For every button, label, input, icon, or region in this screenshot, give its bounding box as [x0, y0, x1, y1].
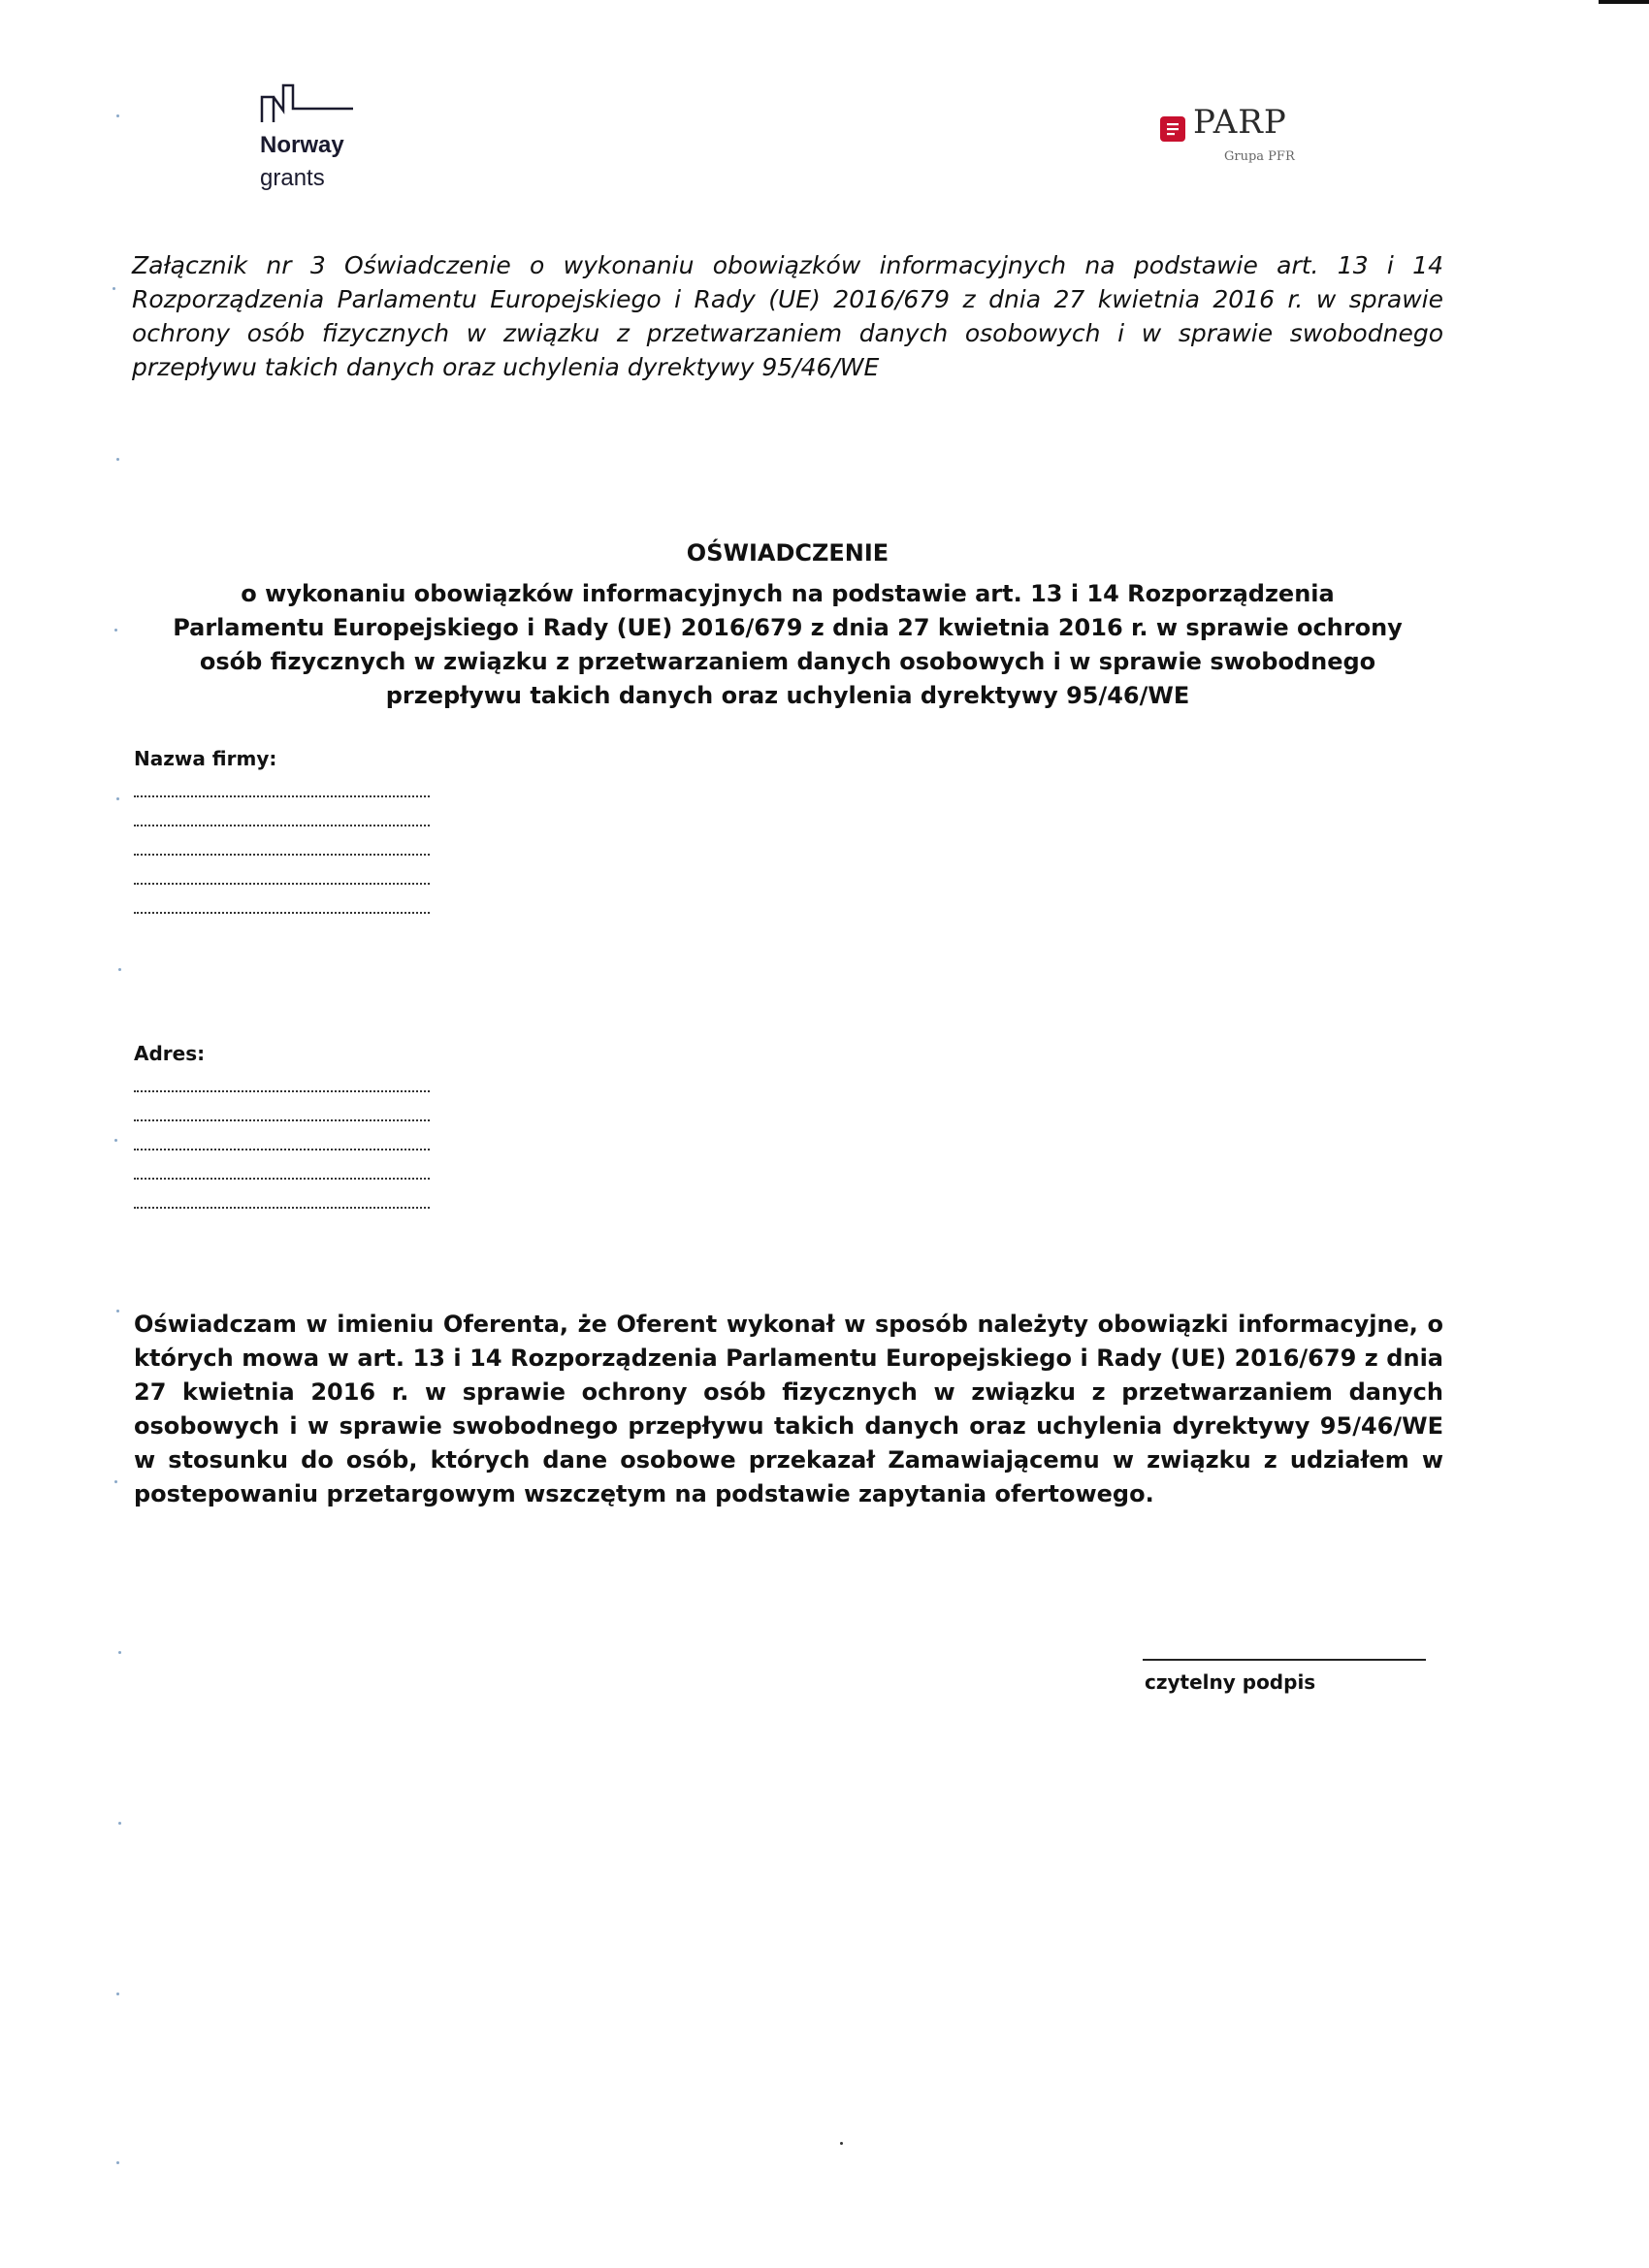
company-name-line[interactable] [134, 856, 430, 885]
scan-speck [113, 287, 115, 290]
address-line[interactable] [134, 1150, 430, 1180]
company-name-label: Nazwa firmy: [134, 747, 277, 770]
norway-logo-line2: grants [260, 165, 325, 191]
scan-speck [116, 797, 119, 800]
scan-speck [118, 1651, 121, 1654]
company-name-line[interactable] [134, 826, 430, 856]
scan-edge-mark [1599, 0, 1649, 4]
scan-speck [118, 968, 121, 971]
scan-speck [116, 1310, 119, 1312]
norway-logo-line1: Norway [260, 132, 344, 158]
statement-subtitle: o wykonaniu obowiązków informacyjnych na podstawie art. 13 i 14 Rozporządzenia Parlamentu Europejskiego i Rady (UE) 2016/679 z dnia 27 kwietnia 2016 r. w sprawie ochrony osób fizycznych w związku z przetwarzaniem danych osobowych i w sprawie swobodnego przepływu takich danych oraz uchylenia dyrektywy 95/46/WE [173, 580, 1403, 709]
parp-logo-name: PARP [1193, 103, 1287, 142]
scan-speck [840, 2142, 843, 2145]
signature-line[interactable] [1143, 1659, 1426, 1661]
norway-grants-mark-icon [260, 81, 353, 126]
scan-speck [116, 1993, 119, 1995]
address-line[interactable] [134, 1063, 430, 1092]
address-label: Adres: [134, 1042, 206, 1065]
statement-title: OŚWIADCZENIE [686, 539, 889, 567]
scan-speck [114, 1139, 117, 1142]
company-name-field[interactable] [134, 768, 430, 914]
address-line[interactable] [134, 1121, 430, 1150]
scan-speck [116, 114, 119, 117]
company-name-line[interactable] [134, 885, 430, 914]
signature-label: czytelny podpis [1145, 1670, 1316, 1694]
annex-header: Załącznik nr 3 Oświadczenie o wykonaniu obowiązków informacyjnych na podstawie art. 13 i 14 Rozporządzenia Parlamentu Europejskiego i Rady (UE) 2016/679 z dnia 27 kwietnia 2016 r. w sprawie ochrony osób fizycznych w związku z przetwarzaniem danych osobowych i w sprawie swobodnego przepływu takich danych oraz uchylenia dyrektywy 95/46/WE [132, 251, 1443, 381]
scan-speck [114, 629, 117, 632]
statement-title-block [132, 536, 1443, 713]
parp-logo-subtitle: Grupa PFR [1224, 149, 1295, 164]
scan-speck [114, 1480, 117, 1483]
company-name-line[interactable] [134, 768, 430, 797]
norway-grants-logo [260, 81, 376, 198]
scan-speck [118, 1822, 121, 1825]
scan-speck [116, 458, 119, 461]
parp-mark-icon [1160, 116, 1185, 142]
scan-speck [116, 2161, 119, 2164]
parp-logo [1160, 103, 1335, 171]
address-line[interactable] [134, 1180, 430, 1209]
company-name-line[interactable] [134, 797, 430, 826]
address-line[interactable] [134, 1092, 430, 1121]
declaration-text: Oświadczam w imieniu Oferenta, że Oferent wykonał w sposób należyty obowiązki informacyjne, o których mowa w art. 13 i 14 Rozporządzenia Parlamentu Europejskiego i Rady (UE) 2016/679 z dnia 27 kwietnia 2016 r. w sprawie ochrony osób fizycznych w związku z przetwarzaniem danych osobowych i w sprawie swobodnego przepływu takich danych oraz uchylenia dyrektywy 95/46/WE w stosunku do osób, których dane osobowe przekazał Zamawiającemu w związku z udziałem w postepowaniu przetargowym wszczętym na podstawie zapytania ofertowego. [134, 1311, 1443, 1507]
address-field[interactable] [134, 1063, 430, 1209]
